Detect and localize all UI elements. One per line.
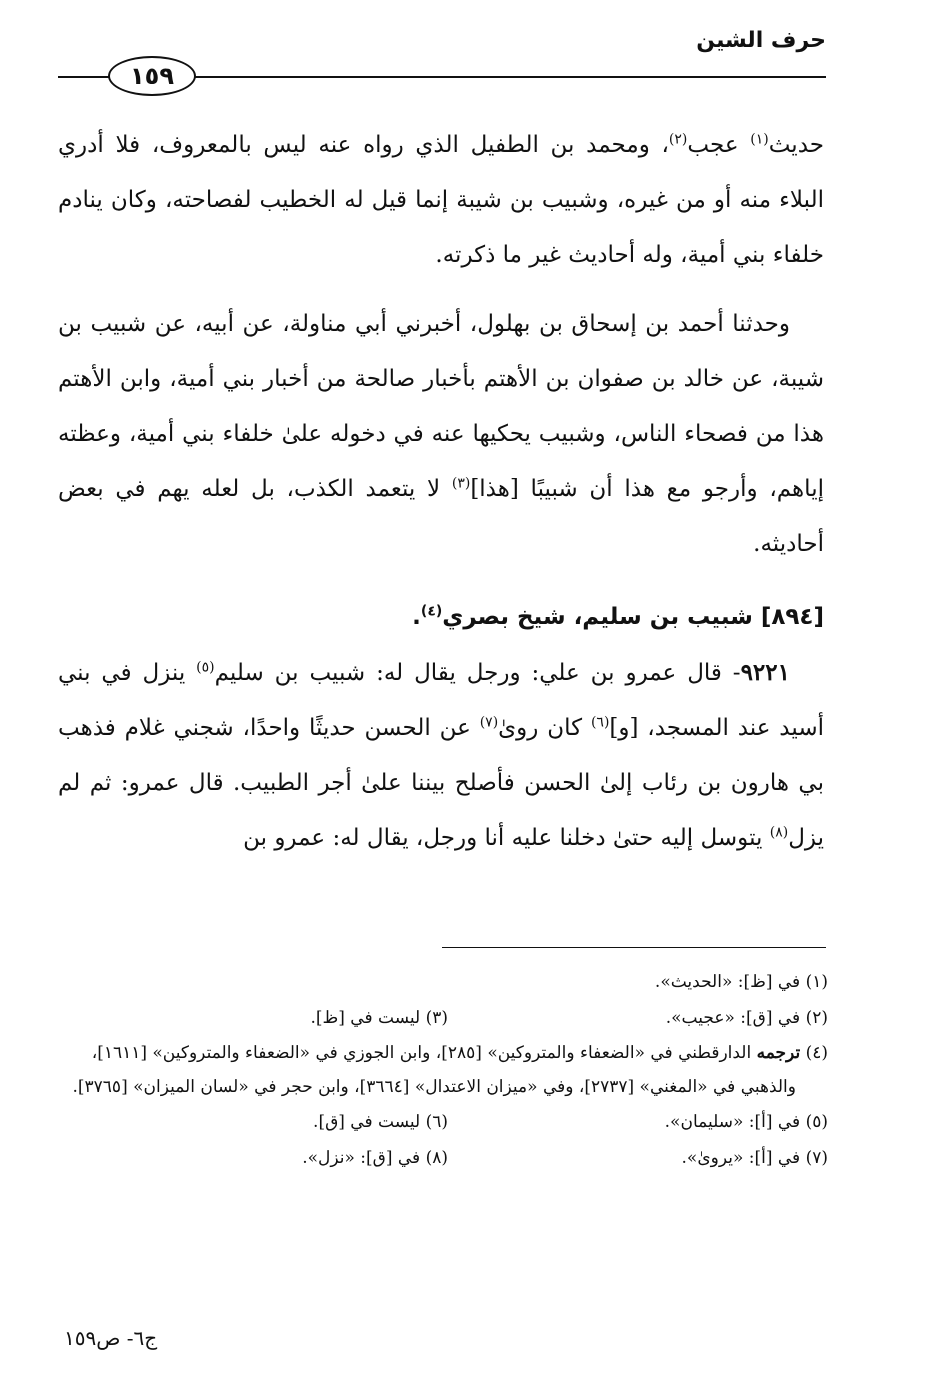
footnote-ref: (٣) <box>451 475 471 492</box>
footnote-keyword: ترجمه <box>756 1043 801 1063</box>
footnote-3: (٣) ليست في [ظ]. <box>310 1008 448 1028</box>
footnote-5: (٥) في [أ]: «سليمان». <box>664 1112 828 1132</box>
entry-heading <box>58 590 824 645</box>
footnote-row <box>58 1000 828 1036</box>
paragraph-3 <box>58 645 824 866</box>
text-run: كان روىٰ <box>498 715 591 741</box>
text-run: عجب <box>687 132 751 158</box>
text-run: . <box>412 604 421 630</box>
footnote-ref: (٢) <box>668 131 688 148</box>
volume-page-reference: ج٦- ص١٥٩ <box>64 1326 158 1350</box>
text-run: ينزل في بني أسيد عند المسجد، [و] <box>58 660 824 741</box>
footnote-6: (٦) ليست في [ق]. <box>313 1112 448 1132</box>
footnotes <box>58 964 828 1176</box>
paragraph-2 <box>58 297 824 572</box>
footnote-text: الدارقطني في «الضعفاء والمتروكين» [٢٨٥]، وابن الجوزي في «الضعفاء والمتروكين» [١٦١١]، والذهبي في «المغني» [٢٧٣٧]، وفي «ميزان الاعتدال» [٣٦٦٤]، وابن حجر في «لسان الميزان» [٣٧٦٥]. <box>72 1043 796 1097</box>
main-text <box>58 118 824 866</box>
footnote-8: (٨) في [ق]: «نزل». <box>302 1148 448 1168</box>
footnote-ref: (٦) <box>590 714 610 731</box>
text-run: حديث <box>768 132 824 158</box>
running-title: حرف الشين <box>696 28 826 53</box>
footnote-rule <box>442 947 826 948</box>
page-number-badge <box>108 56 196 96</box>
footnote-row <box>58 1104 828 1140</box>
text-run: وحدثنا أحمد بن إسحاق بن بهلول، أخبرني أبي مناولة، عن أبيه، عن شبيب بن شيبة، عن خالد بن صفوان بن الأهتم بأخبار صالحة من أخبار بني أمية، وابن الأهتم هذا من فصحاء الناس، وشبيب يحكيها عنه في دخوله علىٰ خلفاء بني أمية، وعظته إياهم، وأرجو مع هذا أن شبيبًا [هذا] <box>58 311 824 502</box>
footnote-ref: (٥) <box>196 659 215 676</box>
text-run: ، ومحمد بن الطفيل الذي رواه عنه ليس بالمعروف، فلا أدري البلاء منه أو من غيره، وشبيب بن شيبة إنما قيل له الخطيب لفصاحته، وكان ينادم خلفاء بني أمية، وله أحاديث غير ما ذكرته. <box>58 132 824 268</box>
hadith-number: ٩٢٢١ <box>740 659 790 686</box>
footnote-row <box>58 964 828 1000</box>
footnote-ref: (٧) <box>479 714 499 731</box>
text-run: - قال عمرو بن علي: ورجل يقال له: شبيب بن سليم <box>214 660 741 686</box>
paragraph-1 <box>58 118 824 283</box>
text-run: يتوسل إليه حتىٰ دخلنا عليه أنا ورجل، يقال له: عمرو بن <box>243 825 770 851</box>
text-run: لا يتعمد الكذب، بل لعله يهم في بعض أحاديثه. <box>58 476 824 557</box>
footnote-ref: (٨) <box>769 824 789 841</box>
page-number: ١٥٩ <box>130 62 174 90</box>
footnote-row <box>58 1140 828 1176</box>
entry-label: [٨٩٤] شبيب بن سليم، شيخ بصري <box>442 604 824 630</box>
footnote-2: (٢) في [ق]: «عجيب». <box>665 1008 828 1028</box>
footnote-ref: (١) <box>750 131 769 148</box>
footnote-ref: (٤) <box>420 603 443 620</box>
text-run: عن الحسن حديثًا واحدًا، شجني غلام فذهب بي هارون بن رئاب إلىٰ الحسن فأصلح بيننا علىٰ أجر الطبيب. قال عمرو: ثم لم يزل <box>58 715 824 851</box>
footnote-7: (٧) في [أ]: «يروىٰ». <box>681 1148 828 1168</box>
footnote-4 <box>58 1036 828 1104</box>
footnote-number: (٤) <box>800 1043 828 1063</box>
footnote-1: (١) في [ظ]: «الحديث». <box>654 972 828 992</box>
